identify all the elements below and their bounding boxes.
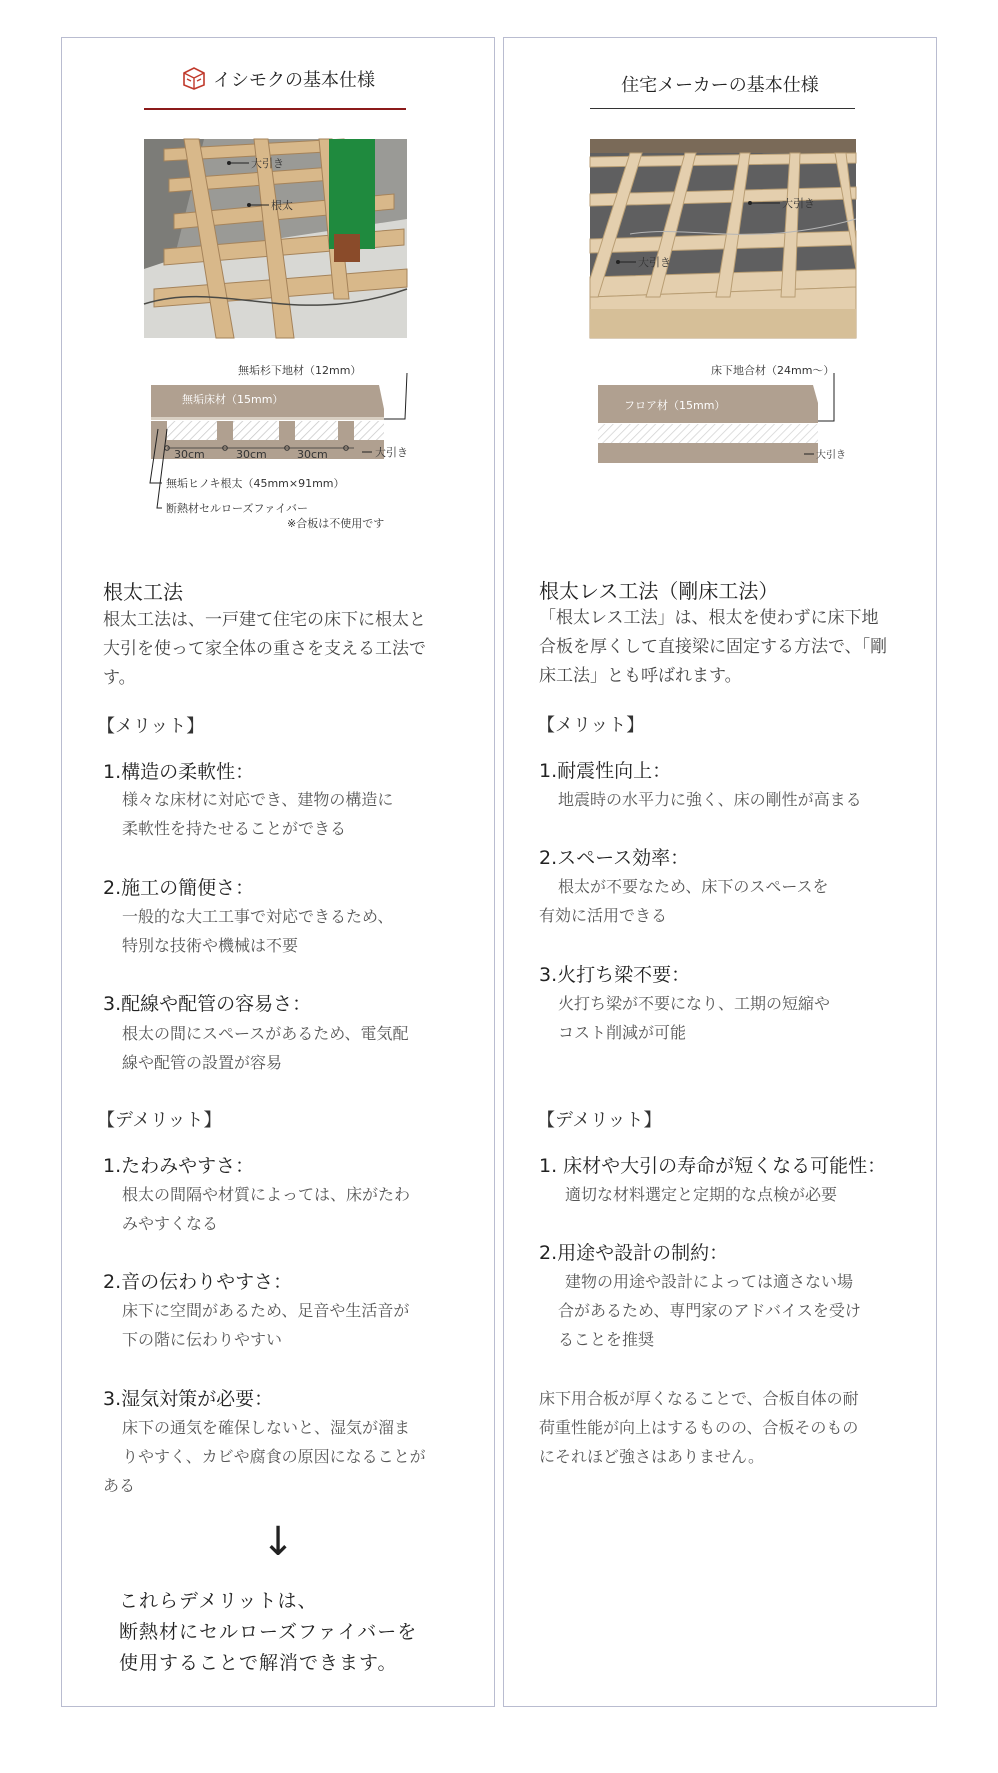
label-subfloor: 床下地合材（24mm〜） <box>711 364 835 377</box>
photo-graphic <box>590 139 856 338</box>
demerit-title: 2.用途や設計の制約： <box>539 1242 729 1264</box>
no-plywood-note: ※合板は不使用です <box>287 517 385 530</box>
spacing-label: 30cm <box>174 448 205 461</box>
label-floor: フロア材（15mm） <box>624 399 726 412</box>
left-panel <box>61 37 495 1707</box>
demerit-desc <box>122 1180 410 1238</box>
label-floor: 無垢床材（15mm） <box>182 393 284 406</box>
intro-line: す。 <box>103 668 136 688</box>
label-insulation: 断熱材セルローズファイバー <box>166 502 309 515</box>
merit-title: 2.スペース効率： <box>539 847 690 869</box>
neda-less-construction-photo <box>590 139 856 338</box>
intro-text <box>539 604 929 691</box>
desc-line: 下の階に伝わりやすい <box>122 1330 283 1349</box>
label-subfloor: 無垢杉下地材（12mm） <box>238 364 362 377</box>
desc-line: 根太が不要なため、床下のスペースを <box>558 877 829 896</box>
spacing-label: 30cm <box>297 448 328 461</box>
closing-line: にそれほど強さはありません。 <box>539 1447 764 1466</box>
photo-label-ohiki: 大引き <box>638 256 671 269</box>
joist-block <box>217 421 233 440</box>
title-underline <box>144 108 406 110</box>
conclusion-line: 使用することで解消できます。 <box>119 1652 398 1674</box>
merit-desc <box>558 989 830 1047</box>
merit-desc <box>122 785 393 843</box>
photo-label-neda: 根太 <box>271 199 293 212</box>
desc-line: 様々な床材に対応でき、建物の構造に <box>122 790 394 809</box>
desc-line: 根太の間にスペースがあるため、電気配 <box>122 1024 409 1043</box>
merit-desc <box>539 872 829 930</box>
desc-line: 火打ち梁が不要になり、工期の短縮や <box>558 994 831 1013</box>
diagram-graphic <box>504 363 846 513</box>
joist-block <box>151 421 167 440</box>
desc-line: 根太の間隔や材質によっては、床がたわ <box>122 1185 411 1204</box>
conclusion-text <box>119 1586 417 1679</box>
right-panel-title: 住宅メーカーの基本仕様 <box>621 75 819 96</box>
desc-line: 地震時の水平力に強く、床の剛性が高まる <box>558 790 862 809</box>
left-panel-title <box>62 66 494 92</box>
desc-line: ることを推奨 <box>558 1330 655 1349</box>
demerit-desc <box>565 1180 837 1209</box>
desc-line: 建物の用途や設計によっては適さない場 <box>565 1272 854 1291</box>
merit-desc <box>558 785 862 814</box>
intro-text <box>103 606 483 693</box>
desc-line: 柔軟性を持たせることができる <box>122 819 347 838</box>
conclusion-line: これらデメリットは、 <box>119 1590 318 1612</box>
photo-label-ohiki: 大引き <box>251 157 284 170</box>
intro-line: 根太工法は、一戸建て住宅の床下に根太と <box>103 610 426 630</box>
merit-desc <box>122 1019 409 1077</box>
merit-title: 2.施工の簡便さ： <box>103 877 255 899</box>
right-panel <box>503 37 937 1707</box>
desc-line: 有効に活用できる <box>539 906 668 925</box>
joist-block <box>279 421 295 440</box>
conclusion-line: 断熱材にセルローズファイバーを <box>119 1621 418 1643</box>
spacing-label: 30cm <box>236 448 267 461</box>
intro-line: 床工法」とも呼ばれます。 <box>539 666 742 686</box>
subfloor-plywood <box>598 424 818 443</box>
desc-line: 床下の通気を確保しないと、湿気が溜ま <box>122 1418 411 1437</box>
merit-heading: 【メリット】 <box>537 715 645 736</box>
closing-line: 床下用合板が厚くなることで、合板自体の耐 <box>539 1389 859 1408</box>
merit-title: 3.配線や配管の容易さ： <box>103 993 312 1015</box>
joist-block <box>338 421 354 440</box>
neda-less-floor-diagram <box>504 363 846 513</box>
demerit-desc <box>558 1267 861 1354</box>
intro-line: 合板を厚くして直接梁に固定する方法で、「剛 <box>539 637 888 657</box>
title-text: イシモクの基本仕様 <box>213 70 375 91</box>
photo-label-ohiki: 大引き <box>782 197 815 210</box>
down-arrow-icon: ↓ <box>261 1519 295 1565</box>
merit-title: 3.火打ち梁不要： <box>539 964 691 986</box>
desc-line: 合があるため、専門家のアドバイスを受け <box>558 1301 861 1320</box>
demerit-heading: 【デメリット】 <box>537 1110 662 1131</box>
demerit-title: 1. 床材や大引の寿命が短くなる可能性： <box>539 1155 887 1177</box>
desc-line: 一般的な大工工事で対応できるため、 <box>122 907 394 926</box>
desc-line: コスト削減が可能 <box>558 1023 687 1042</box>
demerit-heading: 【デメリット】 <box>97 1110 222 1131</box>
title-underline <box>590 108 855 109</box>
ishimoku-logo-icon <box>181 66 207 90</box>
ohiki-beam <box>598 443 818 463</box>
merit-heading: 【メリット】 <box>97 716 205 737</box>
desc-line: りやすく、カビや腐食の原因になることが <box>122 1447 426 1466</box>
section-heading: 根太工法 <box>103 580 183 604</box>
desc-line: みやすくなる <box>122 1214 219 1233</box>
neda-floor-diagram <box>122 363 452 553</box>
closing-note <box>539 1384 929 1471</box>
closing-line: 荷重性能が向上はするものの、合板そのもの <box>539 1418 859 1437</box>
demerit-title: 1.たわみやすさ： <box>103 1155 255 1177</box>
photo-graphic <box>144 139 407 338</box>
intro-line: 大引を使って家全体の重さを支える工法で <box>103 639 426 659</box>
desc-line: 床下に空間があるため、足音や生活音が <box>122 1301 410 1320</box>
label-joist: 無垢ヒノキ根太（45mm×91mm） <box>166 477 345 490</box>
intro-line: 「根太レス工法」は、根太を使わずに床下地 <box>539 608 879 628</box>
label-ohiki: 大引き <box>375 446 408 459</box>
section-heading: 根太レス工法（剛床工法） <box>539 579 779 603</box>
merit-title: 1.耐震性向上： <box>539 760 672 782</box>
demerit-title: 3.湿気対策が必要： <box>103 1388 274 1410</box>
desc-line: 線や配管の設置が容易 <box>122 1053 283 1072</box>
diagram-graphic <box>122 363 452 553</box>
demerit-desc <box>122 1296 409 1354</box>
neda-construction-photo <box>144 139 407 338</box>
merit-title: 1.構造の柔軟性： <box>103 761 255 783</box>
merit-desc <box>122 902 393 960</box>
desc-line: 特別な技術や機械は不要 <box>122 936 299 955</box>
demerit-desc <box>103 1413 483 1500</box>
desc-line: 適切な材料選定と定期的な点検が必要 <box>565 1185 838 1204</box>
demerit-title: 2.音の伝わりやすさ： <box>103 1271 293 1293</box>
desc-line: ある <box>103 1476 136 1495</box>
label-ohiki: 大引き <box>816 450 846 461</box>
